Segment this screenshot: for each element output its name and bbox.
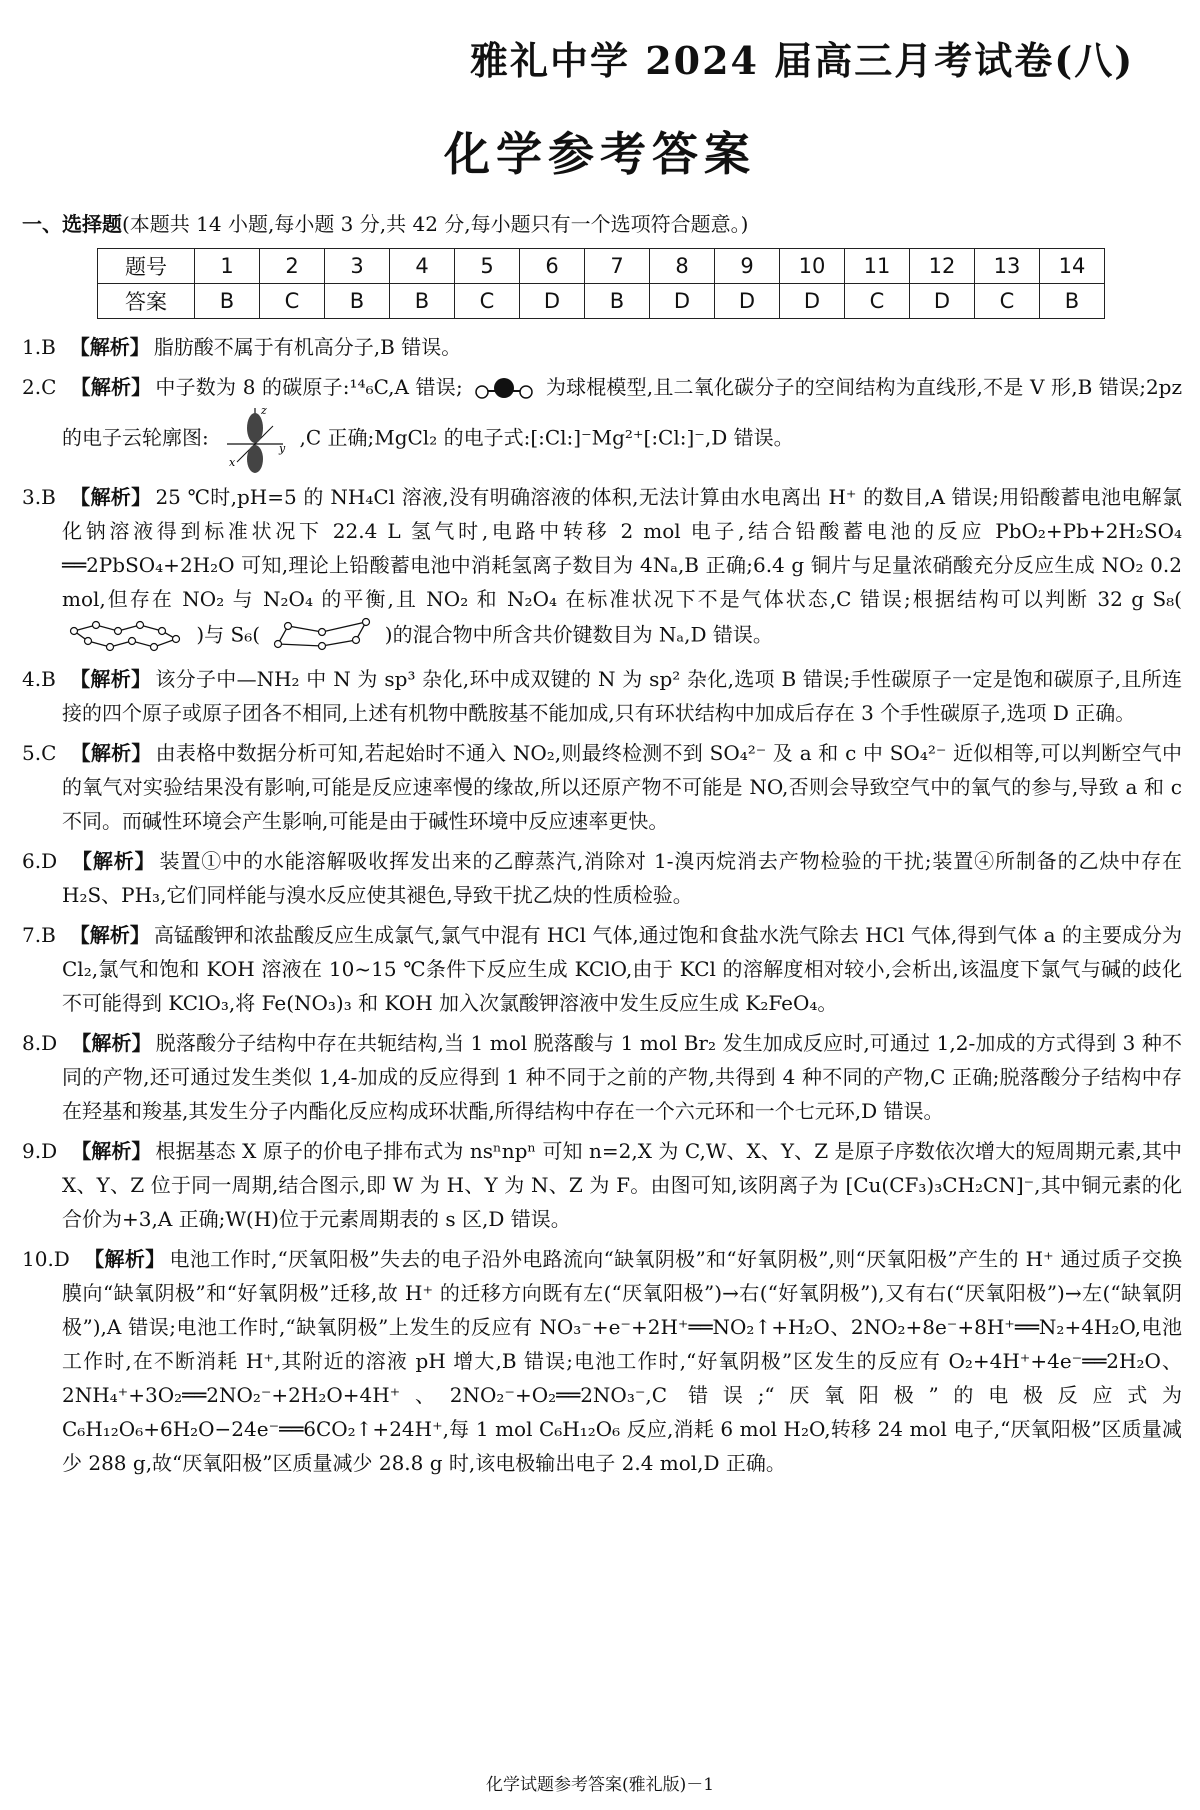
section-heading [22, 208, 748, 237]
item-text: 根据基态 X 原子的价电子排布式为 nsⁿnpⁿ 可知 n=2,X 为 C,W、X、Y、Z 是原子序数依次增大的短周期元素,其中 X、Y、Z 位于同一周期,结合图示,即 W 为 H、Y 为 N、Z 为 F。由图可知,该阴离子为 [Cu(CF₃)₃CH₂CN]⁻,其中铜元素的化合价为+3,A 正确;W(H)位于元素周期表的 s 区,D 错误。 [62, 1139, 1183, 1231]
item-text: 高锰酸钾和浓盐酸反应生成氯气,氯气中混有 HCl 气体,通过饱和食盐水洗气除去 HCl 气体,得到气体 a 的主要成分为 Cl₂,氯气和饱和 KOH 溶液在 10~15 ℃条件下反应生成 KClO,由于 KCl 的溶解度相对较小,会析出,该温度下氯气与碱的歧化不可能得到 KClO₃,将 Fe(NO₃)₃ 和 KOH 加入次氯酸钾溶液中发生反应生成 K₂FeO₄。 [62, 923, 1183, 1015]
explanation-list [22, 330, 1182, 1486]
item-number: 10.D [22, 1247, 70, 1271]
analysis-tag: 【解析】 [69, 485, 152, 509]
item-number: 6.D [22, 849, 58, 873]
item-text: 该分子中—NH₂ 中 N 为 sp³ 杂化,环中成双键的 N 为 sp² 杂化,选项 B 错误;手性碳原子一定是饱和碳原子,且所连接的四个原子或原子团各不相同,上述有机物中酰胺基不能加成,只有环状结构中加成后存在 3 个手性碳原子,选项 D 正确。 [62, 667, 1182, 725]
analysis-tag: 【解析】 [71, 1139, 152, 1163]
list-item [22, 1026, 1182, 1128]
answer-cell: D [715, 284, 780, 319]
answer-cell: D [780, 284, 845, 319]
list-item [22, 1134, 1182, 1236]
question-number-cell: 4 [390, 249, 455, 284]
question-number-cell: 10 [780, 249, 845, 284]
list-item [22, 1242, 1182, 1480]
row-label-number: 题号 [98, 249, 195, 284]
item-text: 中子数为 8 的碳原子:¹⁴₆C,A 错误; [155, 375, 463, 399]
list-item [22, 844, 1182, 912]
answer-table [97, 248, 1105, 319]
question-number-cell: 9 [715, 249, 780, 284]
axis-y-label: y [279, 442, 286, 455]
answer-cell: D [910, 284, 975, 319]
section-title: 一、选择题 [22, 212, 122, 236]
answer-cell: C [260, 284, 325, 319]
axis-x-label: x [229, 456, 236, 469]
list-item [22, 330, 1182, 364]
answer-cell: C [975, 284, 1040, 319]
item-number: 7.B [22, 923, 56, 947]
question-number-cell: 3 [325, 249, 390, 284]
item-number: 9.D [22, 1139, 58, 1163]
question-number-cell: 13 [975, 249, 1040, 284]
analysis-tag: 【解析】 [69, 335, 150, 359]
item-number: 2.C [22, 375, 57, 399]
question-number-cell: 11 [845, 249, 910, 284]
list-item [22, 662, 1182, 730]
item-number: 1.B [22, 335, 56, 359]
item-text: 脂肪酸不属于有机高分子,B 错误。 [153, 335, 462, 359]
question-number-cell: 14 [1040, 249, 1105, 284]
question-number-cell: 6 [520, 249, 585, 284]
answer-cell: B [325, 284, 390, 319]
question-number-cell: 5 [455, 249, 520, 284]
question-number-cell: 1 [195, 249, 260, 284]
p-orbital-figure [219, 404, 289, 474]
item-text: 装置①中的水能溶解吸收挥发出来的乙醇蒸汽,消除对 1-溴丙烷消去产物检验的干扰;装置④所制备的乙炔中存在 H₂S、PH₃,它们同样能与溴水反应使其褪色,导致干扰乙炔的性质检验。 [62, 849, 1182, 907]
question-number-cell: 2 [260, 249, 325, 284]
answer-cell: B [195, 284, 260, 319]
analysis-tag: 【解析】 [71, 1031, 152, 1055]
answer-cell: C [455, 284, 520, 319]
answer-cell: D [520, 284, 585, 319]
item-text: 脱落酸分子结构中存在共轭结构,当 1 mol 脱落酸与 1 mol Br₂ 发生加成反应时,可通过 1,2-加成的方式得到 3 种不同的产物,还可通过发生类似 1,4-加成的反应得到 1 种不同于之前的产物,共得到 4 种不同的产物,C 正确;脱落酸分子结构中存在羟基和羧基,其发生分子内酯化反应构成环状酯,所得结构中存在一个六元环和一个七元环,D 错误。 [62, 1031, 1183, 1123]
list-item [22, 736, 1182, 838]
page-title: 化学参考答案 [444, 127, 756, 181]
item-number: 3.B [22, 485, 56, 509]
question-number-cell: 8 [650, 249, 715, 284]
analysis-tag: 【解析】 [70, 375, 152, 399]
item-text: 25 ℃时,pH=5 的 NH₄Cl 溶液,没有明确溶液的体积,无法计算由水电离出 H⁺ 的数目,A 错误;用铅酸蓄电池电解氯化钠溶液得到标准状况下 22.4 L 氢气时,电路中转移 2 mol 电子,结合铅酸蓄电池的反应 PbO₂+Pb+2H₂SO₄ ══2PbSO₄+2H₂O 可知,理论上铅酸蓄电池中消耗氢离子数目为 4Nₐ,B 正确;6.4 g 铜片与足量浓硝酸充分反应生成 NO₂ 0.2 mol,但存在 NO₂ 与 N₂O₄ 的平衡,且 NO₂ 和 N₂O₄ 在标准状况下不是气体状态,C 错误;根据结构可以判断 32 g S₈( [62, 485, 1182, 611]
answer-cell: C [845, 284, 910, 319]
page-footer: 化学试题参考答案(雅礼版)－1 [485, 1775, 715, 1795]
answer-cell: B [390, 284, 455, 319]
axis-z-label: z [261, 404, 267, 417]
item-text-3: )的混合物中所含共价键数目为 Nₐ,D 错误。 [384, 622, 773, 647]
table-row-numbers [98, 249, 1105, 284]
s6-ring-figure [270, 616, 374, 656]
analysis-tag: 【解析】 [69, 667, 152, 691]
item-text-2: 为球棍模型,且二氧化碳分子的空间结构为直线形,不是 V 形,B 错误;2pz 的电子云轮廓图: [62, 375, 1183, 450]
item-text-3: ,C 正确;MgCl₂ 的电子式:[:Cl:]⁻Mg²⁺[:Cl:]⁻,D 错误。 [299, 425, 794, 450]
list-item [22, 370, 1182, 474]
ball-stick-model-figure [473, 376, 535, 402]
school-title: 雅礼中学 2024 届高三月考试卷(八) [470, 38, 1135, 83]
s8-ring-figure [66, 619, 186, 653]
analysis-tag: 【解析】 [83, 1247, 166, 1271]
question-number-cell: 12 [910, 249, 975, 284]
answer-cell: D [650, 284, 715, 319]
item-number: 5.C [22, 741, 57, 765]
analysis-tag: 【解析】 [69, 923, 150, 947]
item-text: 电池工作时,“厌氧阳极”失去的电子沿外电路流向“缺氧阴极”和“好氧阴极”,则“厌氧阳极”产生的 H⁺ 通过质子交换膜向“缺氧阴极”和“好氧阴极”迁移,故 H⁺ 的迁移方向既有左(“厌氧阳极”)→右(“好氧阴极”),又有右(“厌氧阳极”)→左(“缺氧阴极”),A 错误;电池工作时,“缺氧阴极”上发生的反应有 NO₃⁻+e⁻+2H⁺══NO₂↑+H₂O、2NO₂+8e⁻+8H⁺══N₂+4H₂O,电池工作时,在不断消耗 H⁺,其附近的溶液 pH 增大,B 错误;电池工作时,“好氧阴极”区发生的反应有 O₂+4H⁺+4e⁻══2H₂O、2NH₄⁺+3O₂══2NO₂⁻+2H₂O+4H⁺、2NO₂⁻+O₂══2NO₃⁻,C 错误;“厌氧阳极”的电极反应式为 C₆H₁₂O₆+6H₂O−24e⁻══6CO₂↑+24H⁺,每 1 mol C₆H₁₂O₆ 反应,消耗 6 mol H₂O,转移 24 mol 电子,“厌氧阳极”区质量减少 288 g,故“厌氧阳极”区质量减少 28.8 g 时,该电极输出电子 2.4 mol,D 正确。 [62, 1247, 1183, 1475]
item-text: 由表格中数据分析可知,若起始时不通入 NO₂,则最终检测不到 SO₄²⁻ 及 a 和 c 中 SO₄²⁻ 近似相等,可以判断空气中的氧气对实验结果没有影响,可能是反应速率慢的缘故,所以还原产物不可能是 NO,否则会导致空气中的氧气的参与,导致 a 和 c 不同。而碱性环境会产生影响,可能是由于碱性环境中反应速率更快。 [62, 741, 1182, 833]
item-text-2: )与 S₆( [196, 622, 261, 647]
table-row-answers [98, 284, 1105, 319]
answer-cell: B [1040, 284, 1105, 319]
item-number: 4.B [22, 667, 56, 691]
analysis-tag: 【解析】 [70, 741, 152, 765]
section-note: (本题共 14 小题,每小题 3 分,共 42 分,每小题只有一个选项符合题意。) [122, 212, 749, 236]
list-item [22, 918, 1182, 1020]
item-number: 8.D [22, 1031, 58, 1055]
analysis-tag: 【解析】 [71, 849, 156, 873]
question-number-cell: 7 [585, 249, 650, 284]
answer-cell: B [585, 284, 650, 319]
list-item [22, 480, 1182, 656]
row-label-answer: 答案 [98, 284, 195, 319]
